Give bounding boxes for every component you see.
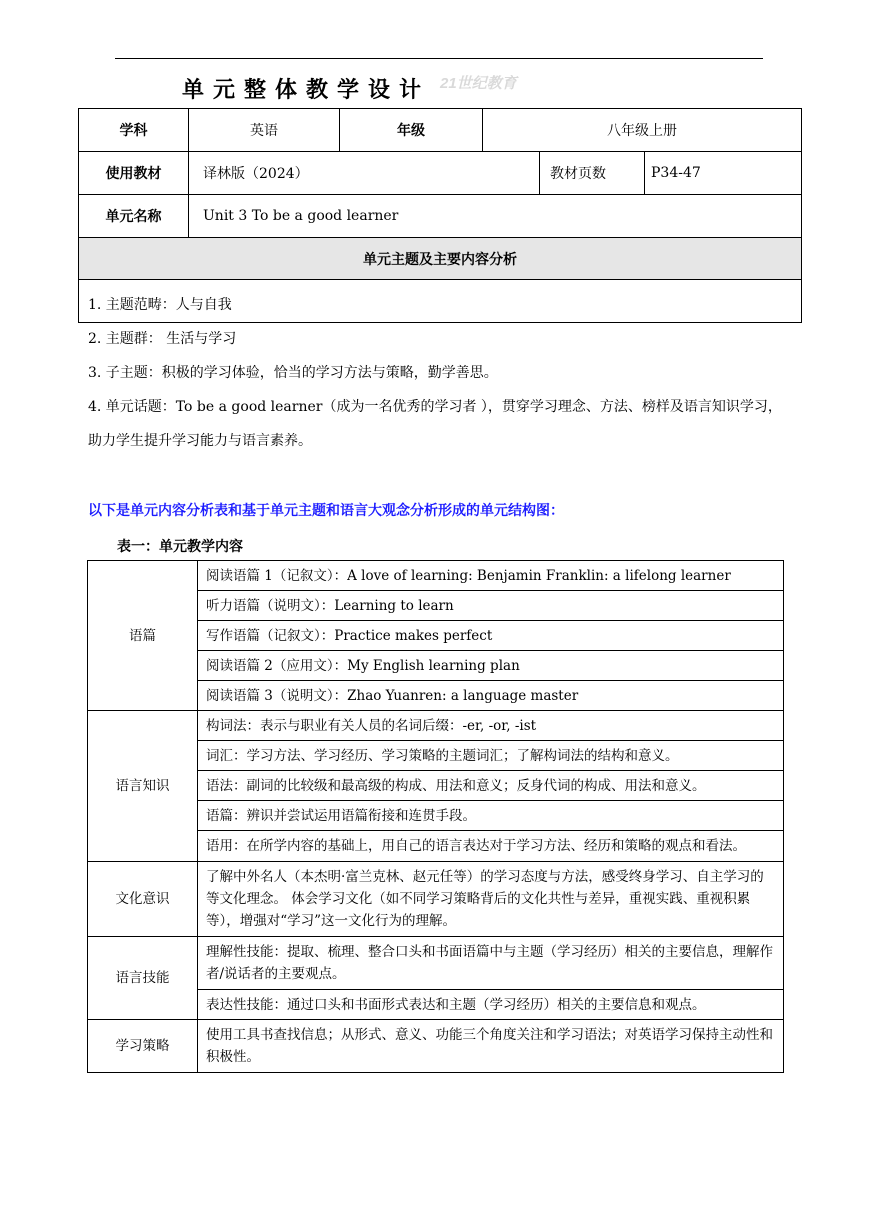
document-title: 单元整体教学设计 [182, 78, 431, 103]
watermark-logo: 21世纪教育 [440, 75, 517, 92]
theme-item: 1. 主题范畴：人与自我 [88, 297, 232, 313]
theme-list [88, 294, 793, 470]
table-row [88, 937, 784, 990]
subject-grade-row [79, 109, 802, 152]
text-item: 阅读语篇 2（应用文）：My English learning plan [198, 651, 784, 681]
textbook-label: 使用教材 [79, 152, 189, 195]
analysis-body [79, 280, 802, 449]
unit-info-table [78, 108, 802, 449]
textbook-value: 译林版（2024） [189, 152, 540, 195]
text-item: 阅读语篇 3（说明文）：Zhao Yuanren: a language master [198, 681, 784, 711]
skills-label: 语言技能 [88, 937, 198, 1020]
text-item: 阅读语篇 1（记叙文）：A love of learning: Benjamin Franklin: a lifelong learner [198, 561, 784, 591]
unit-label: 单元名称 [79, 195, 189, 238]
analysis-section-title: 单元主题及主要内容分析 [79, 238, 802, 280]
culture-text: 了解中外名人（本杰明·富兰克林、赵元任等）的学习态度与方法，感受终身学习、自主学习的等文化理念。 体会学习文化（如不同学习策略背后的文化共性与差异，重视实践、重视积累等），增强对“学习”这一文化行为的理解。 [198, 862, 784, 937]
teaching-content-table [87, 560, 784, 1073]
strategy-text: 使用工具书查找信息；从形式、意义、功能三个角度关注和学习语法；对英语学习保持主动性和积极性。 [198, 1020, 784, 1073]
table-row [88, 862, 784, 937]
grade-value: 八年级上册 [483, 109, 802, 152]
knowledge-item: 语法：副词的比较级和最高级的构成、用法和意义；反身代词的构成、用法和意义。 [198, 771, 784, 801]
theme-item: 4. 单元话题：To be a good learner（成为一名优秀的学习者 ），贯穿学习理念、方法、榜样及语言知识学习，助力学生提升学习能力与语言素养。 [88, 399, 782, 449]
analysis-note: 以下是单元内容分析表和基于单元主题和语言大观念分析形成的单元结构图： [88, 503, 564, 519]
theme-item: 3. 子主题：积极的学习体验，恰当的学习方法与策略，勤学善思。 [88, 365, 498, 381]
subject-value: 英语 [189, 109, 340, 152]
culture-label: 文化意识 [88, 862, 198, 937]
skill-item: 理解性技能：提取、梳理、整合口头和书面语篇中与主题（学习经历）相关的主要信息，理解作者/说话者的主要观点。 [198, 937, 784, 990]
knowledge-item: 语篇：辨识并尝试运用语篇衔接和连贯手段。 [198, 801, 784, 831]
knowledge-item: 构词法：表示与职业有关人员的名词后缀：-er, -or, -ist [198, 711, 784, 741]
table-row [88, 1020, 784, 1073]
textbook-row [79, 152, 802, 195]
texts-label: 语篇 [88, 561, 198, 711]
strategy-label: 学习策略 [88, 1020, 198, 1073]
grade-label: 年级 [340, 109, 483, 152]
knowledge-item: 词汇：学习方法、学习经历、学习策略的主题词汇；了解构词法的结构和意义。 [198, 741, 784, 771]
pages-label: 教材页数 [540, 152, 645, 195]
knowledge-item: 语用：在所学内容的基础上，用自己的语言表达对于学习方法、经历和策略的观点和看法。 [198, 831, 784, 862]
analysis-section-header [79, 238, 802, 280]
unit-value: Unit 3 To be a good learner [189, 195, 802, 238]
analysis-body-row [79, 280, 802, 323]
table-row [88, 711, 784, 741]
header-rule [115, 58, 763, 59]
unit-name-row [79, 195, 802, 238]
skill-item: 表达性技能：通过口头和书面形式表达和主题（学习经历）相关的主要信息和观点。 [198, 990, 784, 1020]
subject-label: 学科 [79, 109, 189, 152]
text-item: 听力语篇（说明文）：Learning to learn [198, 591, 784, 621]
table-caption: 表一：单元教学内容 [117, 539, 243, 555]
pages-value: P34-47 [645, 152, 802, 195]
text-item: 写作语篇（记叙文）：Practice makes perfect [198, 621, 784, 651]
theme-item: 2. 主题群： 生活与学习 [88, 331, 237, 347]
knowledge-label: 语言知识 [88, 711, 198, 862]
table-row [88, 561, 784, 591]
